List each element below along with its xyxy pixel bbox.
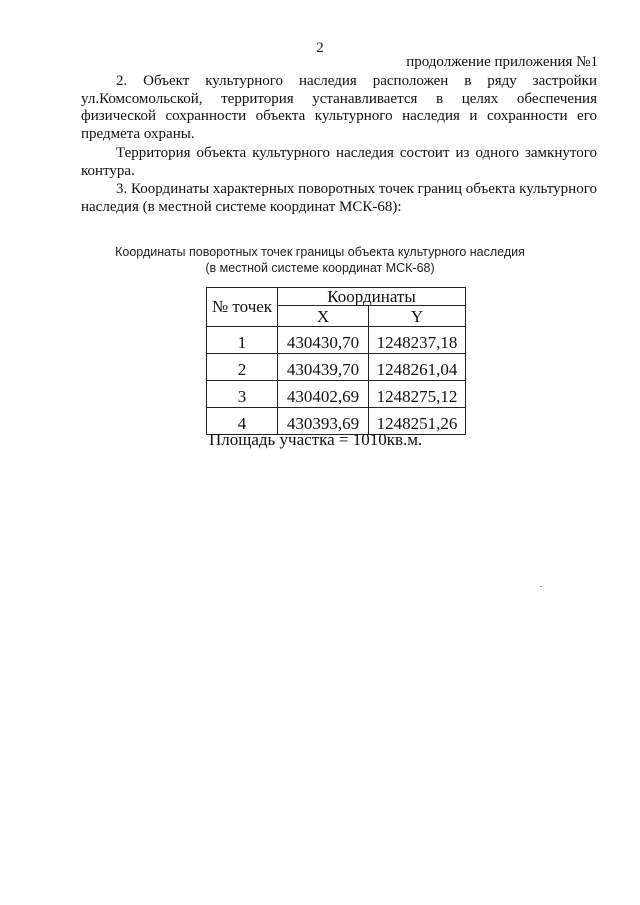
header-points: № точек	[207, 288, 278, 327]
point-number: 2	[207, 354, 278, 381]
table-caption	[0, 244, 640, 276]
table-caption-line: Координаты поворотных точек границы объекта культурного наследия	[115, 245, 525, 259]
table-header-row	[207, 288, 466, 306]
x-coordinate: 430439,70	[278, 354, 369, 381]
header-x: X	[278, 306, 369, 327]
header-coordinates: Координаты	[278, 288, 466, 306]
y-coordinate: 1248261,04	[369, 354, 466, 381]
scan-speck	[540, 586, 542, 587]
y-coordinate: 1248237,18	[369, 327, 466, 354]
paragraph-object-location	[81, 73, 597, 143]
paragraph-text: Территория объекта культурного наследия состоит из одного замкнутого контура.	[81, 145, 597, 179]
paragraph-text: 3. Координаты характерных поворотных точек границ объекта культурного наследия (в местной системе координат МСК-68):	[81, 181, 597, 215]
table-row	[207, 381, 466, 408]
header-y: Y	[369, 306, 466, 327]
table-caption-line: (в местной системе координат МСК-68)	[205, 261, 435, 275]
appendix-note: продолжение приложения №1	[406, 54, 598, 70]
y-coordinate: 1248275,12	[369, 381, 466, 408]
area-statement: Площадь участка = 1010кв.м.	[209, 430, 423, 449]
x-coordinate: 430402,69	[278, 381, 369, 408]
table-row	[207, 327, 466, 354]
point-number: 1	[207, 327, 278, 354]
table-row	[207, 354, 466, 381]
paragraph-coordinates-intro	[81, 181, 597, 216]
page-number: 2	[316, 40, 324, 56]
point-number: 4	[207, 408, 278, 435]
paragraph-territory-contour	[81, 145, 597, 180]
x-coordinate: 430430,70	[278, 327, 369, 354]
paragraph-text: 2. Объект культурного наследия расположен в ряду застройки ул.Комсомольской, территория устанавливается в целях обеспечения физической сохранности объекта культурного наследия и сохранности его предмета охраны.	[81, 73, 597, 142]
x-coordinate: 430393,69	[278, 408, 369, 435]
coordinates-table	[206, 287, 466, 435]
point-number: 3	[207, 381, 278, 408]
y-coordinate: 1248251,26	[369, 408, 466, 435]
